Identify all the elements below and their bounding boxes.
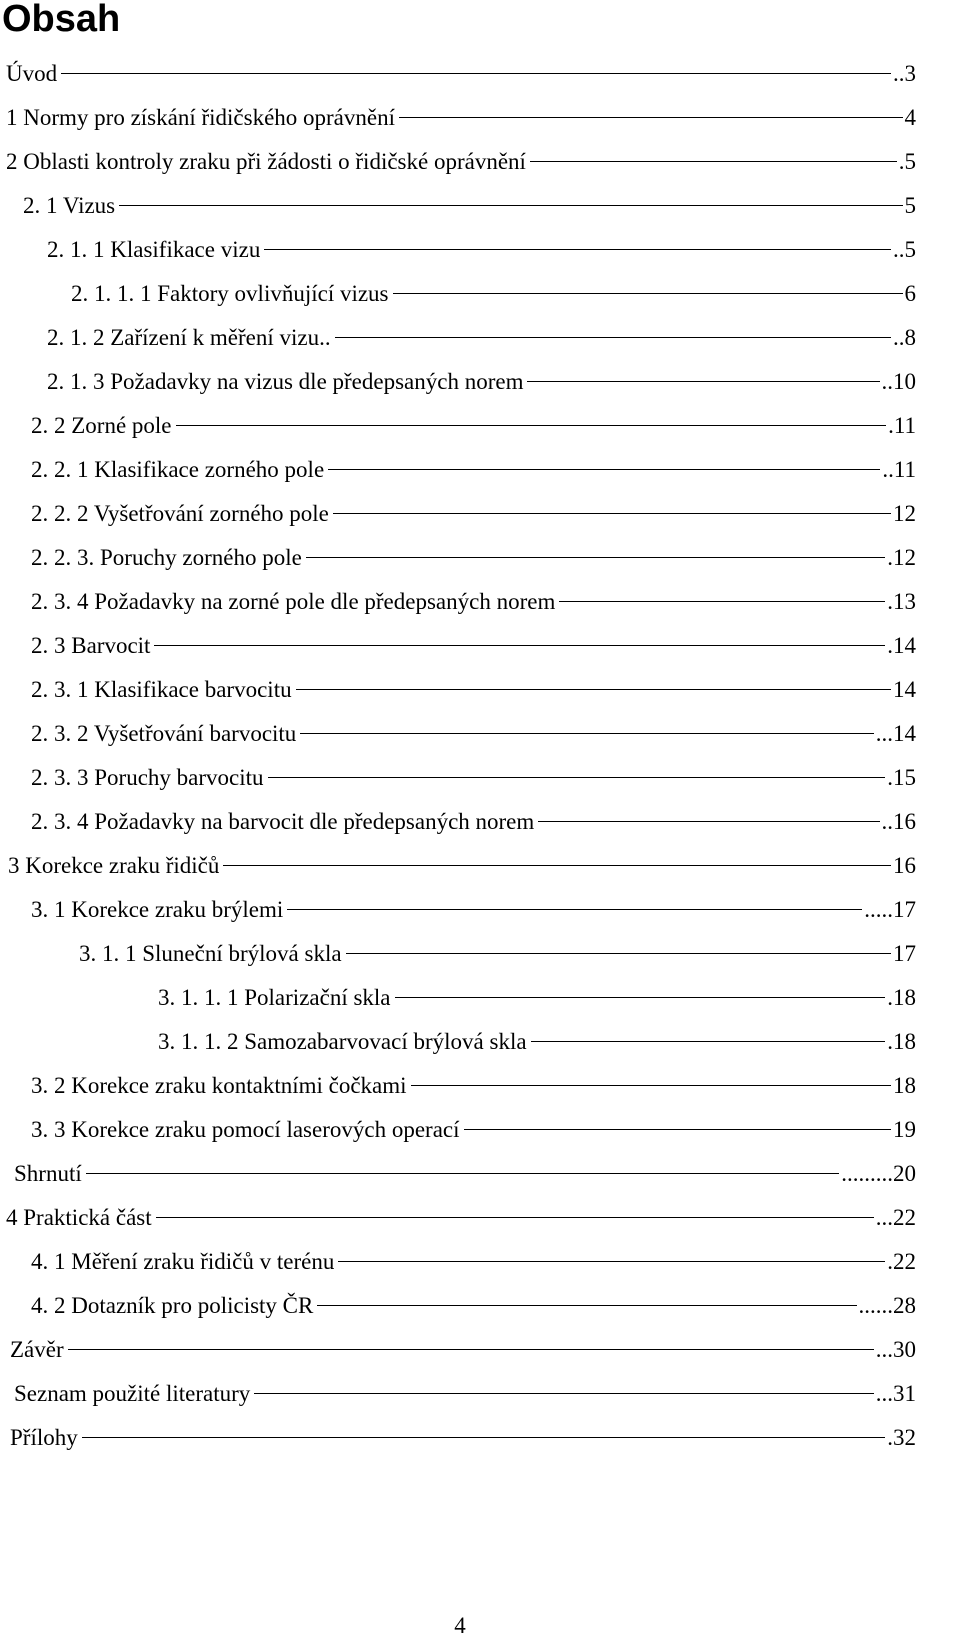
toc-entry[interactable] [23,184,916,228]
toc-entry[interactable] [14,1372,916,1416]
toc-entry-page: 4 [904,105,916,130]
page-title: Obsah [2,0,121,40]
toc-entry-page: 5 [904,193,916,218]
toc-entry[interactable] [31,448,916,492]
toc-entry-page: ...14 [875,721,916,746]
toc-entry-page: ......28 [858,1293,916,1318]
toc-leader [306,557,885,558]
toc-leader [338,1261,885,1262]
toc-entry-page: 12 [893,501,916,526]
toc-entry-label: Přílohy [10,1425,78,1450]
toc-entry[interactable] [158,1020,916,1064]
toc-entry-page: 14 [893,677,916,702]
toc-leader [287,909,862,910]
toc-entry-label: Shrnutí [14,1161,82,1186]
toc-leader [531,1041,886,1042]
toc-entry-page: .........20 [841,1161,916,1186]
toc-entry[interactable] [31,492,916,536]
toc-leader [61,73,891,74]
toc-entry[interactable] [47,316,916,360]
toc-entry[interactable] [31,1284,916,1328]
toc-leader [176,425,887,426]
toc-entry[interactable] [31,536,916,580]
toc-entry[interactable] [31,800,916,844]
toc-entry-label: 2. 3 Barvocit [31,633,151,658]
toc-entry-label: 2. 2. 1 Klasifikace zorného pole [31,457,325,482]
toc-entry-label: Závěr [10,1337,64,1362]
toc-leader [119,205,902,206]
toc-leader [464,1129,891,1130]
toc-entry[interactable] [47,360,916,404]
toc-entry[interactable] [31,888,916,932]
toc-entry-label: Úvod [6,61,58,86]
toc-leader [530,161,897,162]
toc-leader [264,249,891,250]
toc-leader [328,469,880,470]
toc-leader [156,1217,874,1218]
toc-leader [393,293,903,294]
toc-entry-label: Seznam použité literatury [14,1381,251,1406]
toc-entry-page: ..11 [882,457,916,482]
toc-entry-page: .18 [887,1029,916,1054]
toc-entry[interactable] [71,272,916,316]
toc-entry-label: 3. 1. 1. 1 Polarizační skla [158,985,391,1010]
toc-entry[interactable] [10,1328,916,1372]
toc-entry-page: 6 [904,281,916,306]
toc-leader [399,117,903,118]
toc-entry[interactable] [14,1152,916,1196]
toc-entry-label: 2. 3. 4 Požadavky na zorné pole dle předepsaných norem [31,589,556,614]
toc-entry-page: ..3 [893,61,916,86]
toc-entry-page: ...31 [875,1381,916,1406]
toc-entry-label: 2. 2. 2 Vyšetřování zorného pole [31,501,329,526]
toc-leader [254,1393,873,1394]
toc-leader [296,689,891,690]
toc-leader [395,997,886,998]
toc-entry-label: 3. 2 Korekce zraku kontaktními čočkami [31,1073,407,1098]
toc-entry[interactable] [6,52,916,96]
toc-leader [317,1305,856,1306]
toc-entry-label: 3. 3 Korekce zraku pomocí laserových operací [31,1117,460,1142]
toc-leader [411,1085,891,1086]
toc-entry-label: 4. 1 Měření zraku řidičů v terénu [31,1249,335,1274]
toc-leader [86,1173,840,1174]
toc-entry-label: 3 Korekce zraku řidičů [8,853,220,878]
toc-entry-page: .32 [887,1425,916,1450]
toc-entry-page: .11 [888,413,916,438]
toc-entry-label: 3. 1. 1 Sluneční brýlová skla [79,941,342,966]
toc-entry-label: 4 Praktická část [6,1205,152,1230]
toc-entry-page: ..10 [881,369,916,394]
toc-entry-label: 2. 3. 1 Klasifikace barvocitu [31,677,292,702]
toc-leader [335,337,891,338]
toc-entry-label: 2. 2. 3. Poruchy zorného pole [31,545,302,570]
toc-entry-page: ..16 [881,809,916,834]
toc-entry[interactable] [6,1196,916,1240]
toc-leader [300,733,873,734]
toc-entry-page: 16 [893,853,916,878]
toc-entry-page: .13 [887,589,916,614]
toc-entry[interactable] [47,228,916,272]
toc-entry-label: 2. 2 Zorné pole [31,413,172,438]
toc-entry-page: .18 [887,985,916,1010]
toc-entry-page: ...30 [875,1337,916,1362]
toc-entry-page: 18 [893,1073,916,1098]
toc-leader [346,953,891,954]
toc-leader [527,381,879,382]
toc-entry-page: .22 [887,1249,916,1274]
toc-entry-label: 2. 3. 2 Vyšetřování barvocitu [31,721,297,746]
toc-entry-label: 2. 3. 4 Požadavky na barvocit dle předepsaných norem [31,809,535,834]
toc-entry-label: 2. 1. 1. 1 Faktory ovlivňující vizus [71,281,389,306]
toc-entry-label: 2. 1 Vizus [23,193,116,218]
toc-entry[interactable] [31,1064,916,1108]
page-number: 4 [454,1613,466,1638]
toc-entry[interactable] [31,404,916,448]
toc-entry-page: ...22 [875,1205,916,1230]
toc-entry[interactable] [31,712,916,756]
toc-entry-label: 2. 1. 2 Zařízení k měření vizu.. [47,325,331,350]
toc-leader [559,601,885,602]
toc-entry-label: 3. 1. 1. 2 Samozabarvovací brýlová skla [158,1029,527,1054]
toc-entry-page: .12 [887,545,916,570]
toc-entry-page: .5 [898,149,916,174]
toc-entry-page: 19 [893,1117,916,1142]
toc-entry-label: 2. 3. 3 Poruchy barvocitu [31,765,264,790]
toc-entry-label: 3. 1 Korekce zraku brýlemi [31,897,284,922]
toc-entry[interactable] [31,1108,916,1152]
toc-leader [538,821,879,822]
toc-entry-label: 2 Oblasti kontroly zraku při žádosti o řidičské oprávnění [6,149,526,174]
toc-entry-page: ..8 [893,325,916,350]
toc-entry[interactable] [31,624,916,668]
toc-entry-label: 2. 1. 3 Požadavky na vizus dle předepsaných norem [47,369,524,394]
toc-entry[interactable] [6,140,916,184]
toc-entry-label: 1 Normy pro získání řidičského oprávnění [6,105,395,130]
toc-entry[interactable] [6,96,916,140]
toc-entry-page: .....17 [864,897,916,922]
toc-leader [268,777,886,778]
toc-entry[interactable] [79,932,916,976]
toc-entry-page: .14 [887,633,916,658]
toc-entry-page: ..5 [893,237,916,262]
toc-leader [82,1437,886,1438]
toc-entry[interactable] [158,976,916,1020]
toc-leader [223,865,891,866]
toc-entry[interactable] [10,1416,916,1460]
toc-leader [154,645,885,646]
toc-entry[interactable] [31,756,916,800]
toc-entry[interactable] [31,580,916,624]
toc-entry-page: 17 [893,941,916,966]
toc-leader [333,513,891,514]
toc-entry[interactable] [8,844,916,888]
toc-entry-label: 2. 1. 1 Klasifikace vizu [47,237,261,262]
toc-leader [68,1349,874,1350]
toc-entry-page: .15 [887,765,916,790]
toc-entry-label: 4. 2 Dotazník pro policisty ČR [31,1293,314,1318]
toc-entry[interactable] [31,1240,916,1284]
toc-entry[interactable] [31,668,916,712]
